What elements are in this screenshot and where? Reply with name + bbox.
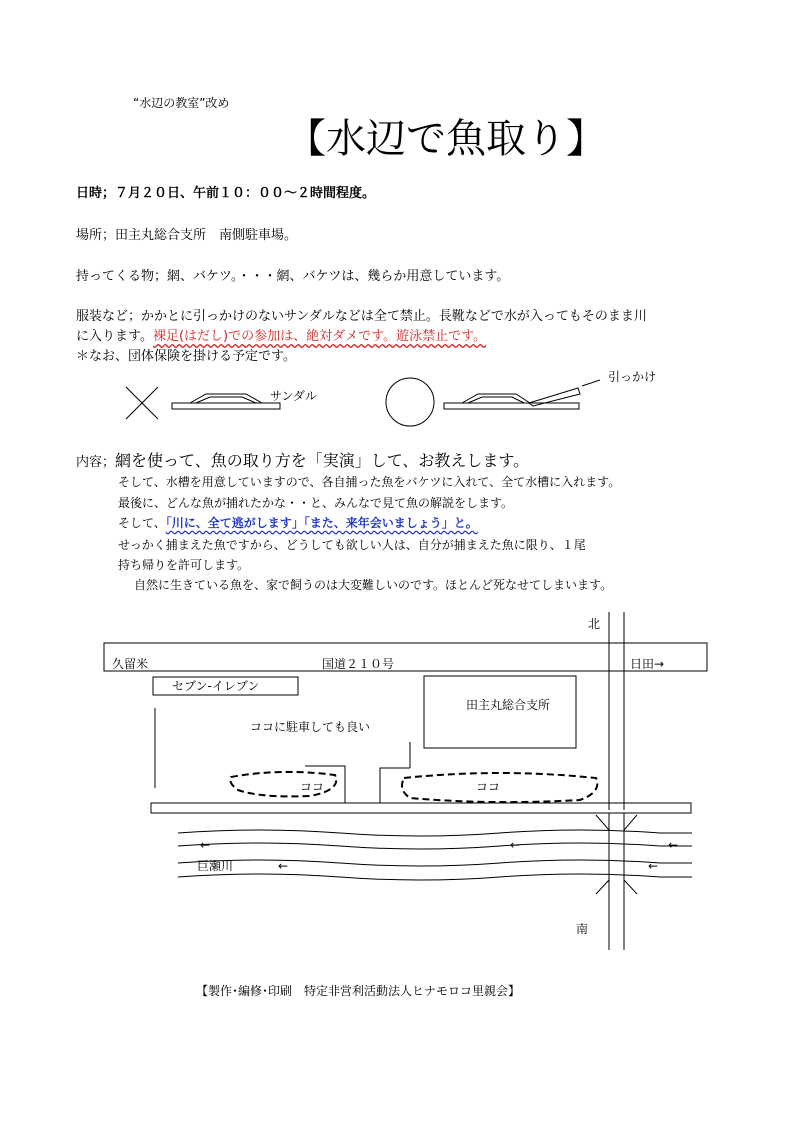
barefoot-warning: 裸足(はだし)での参加は、絶対ダメです。遊泳禁止です。: [152, 329, 487, 344]
footer-credit: 【製作･編修･印刷 特定非営利活動法人ヒナモロコ里親会】: [196, 984, 521, 998]
office-label: 田主丸総合支所: [466, 698, 551, 712]
content-line-2: 最後に、どんな魚が捕れたかな・・と、みんなで見て魚の解説をします。: [118, 496, 514, 510]
river-arrow-4: ←: [278, 859, 289, 873]
content-line-4: せっかく捕まえた魚ですから、どうしても欲しい人は、自分が捕まえた魚に限り、１尾: [118, 538, 586, 552]
bridge-rail-left: [596, 815, 609, 894]
hita-label: 日田→: [630, 657, 665, 671]
seven-eleven-label: セブン-イレブン: [172, 679, 260, 693]
bridge-rail-right: [624, 815, 637, 894]
content-line-6: 自然に生きている魚を、家で飼うのは大変難しいのです。ほとんど死なせてしまいます。: [134, 578, 613, 592]
cross-mark-line-2: [126, 387, 158, 419]
sandal-sole: [172, 403, 280, 409]
cross-mark-line-1: [126, 387, 158, 419]
sandal-figure: [0, 0, 794, 440]
sandal-strap-inner: [196, 397, 256, 403]
hook-sandal-sole: [444, 403, 579, 409]
content-line-3-text: そして、: [118, 516, 166, 530]
clothes-line-2-text: に入ります。: [76, 329, 153, 344]
route-210-road: [104, 643, 707, 671]
kurume-label: 久留米: [112, 657, 149, 671]
clothes-line-1: 服装など；かかとに引っかけのないサンダルなどは全て禁止。長靴などで水が入ってもそのまま川: [76, 309, 647, 324]
river-arrow-5: ←: [648, 859, 659, 873]
river-arrow-2: ←: [510, 838, 521, 852]
south-label: 南: [576, 922, 589, 936]
ok-circle-mark: [386, 378, 434, 426]
river-line-1: [178, 830, 692, 836]
content-line-3: [118, 516, 478, 531]
river-line-2: [178, 843, 692, 849]
parking-note: ココに駐車しても良い: [250, 720, 371, 734]
hook-piece: [529, 388, 580, 406]
sandal-strap: [190, 394, 262, 403]
content-heading-label: 内容；: [76, 455, 116, 470]
north-label: 北: [588, 617, 601, 631]
content-line-1: そして、水槽を用意していますので、各自捕った魚をバケツに入れて、全て水槽に入れます。: [118, 475, 621, 489]
content-line-5: 持ち帰りを許可します。: [118, 558, 250, 572]
release-message: 「川に、全て逃がします」「また、来年会いましょう」と。: [165, 516, 478, 530]
date-line: 日時；７月２０日、午前１０：００～２時間程度。: [76, 186, 376, 201]
hook-sandal-strap: [462, 394, 530, 403]
river-arrow-1: ←: [200, 838, 211, 852]
koko-label-2: ココ: [476, 780, 501, 794]
sandal-label: サンダル: [270, 389, 317, 403]
river-label: 巨瀬川: [197, 859, 234, 873]
parking-lot-edge: [380, 768, 410, 803]
items-line: 持ってくる物；網、バケツ。・・・網、バケツは、幾らか用意しています。: [76, 269, 510, 284]
river-line-3: [178, 860, 692, 866]
river-line-4: [178, 874, 692, 880]
embankment-road: [151, 803, 691, 813]
koko-label-1: ココ: [300, 780, 325, 794]
subtitle: “水辺の教室”改め: [133, 96, 230, 110]
hook-sandal-strap-inner: [468, 397, 524, 403]
hook-label: 引っかけ: [608, 370, 657, 384]
content-heading-text: 網を使って、魚の取り方を「実演」して、お教えします。: [115, 451, 530, 470]
insurance-note: ＊なお、団体保険を掛ける予定です。: [76, 349, 296, 364]
place-line: 場所；田主丸総合支所 南側駐車場。: [76, 228, 298, 243]
route-label: 国道２１０号: [322, 657, 395, 671]
hook-leader-line: [582, 380, 600, 386]
page-title: 【水辺で魚取り】: [286, 116, 606, 162]
content-heading: [76, 452, 529, 472]
river-arrow-3: ←: [668, 838, 679, 852]
clothes-line-2: [76, 329, 486, 345]
